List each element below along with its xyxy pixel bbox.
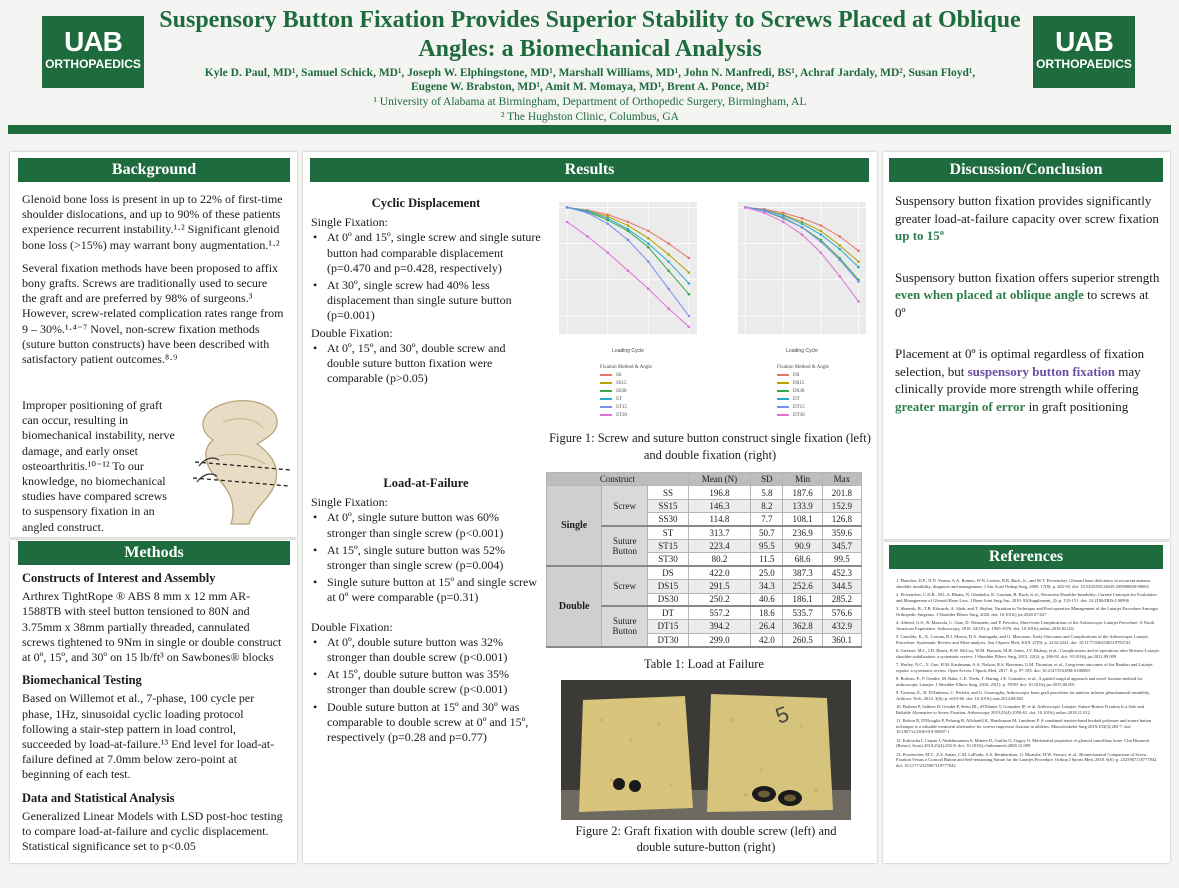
methods-subheading-3: Data and Statistical Analysis [22, 790, 175, 805]
table-cell: SS [648, 486, 688, 499]
logo-text: ORTHOPAEDICS [45, 57, 141, 71]
table-cell: 432.9 [822, 620, 861, 633]
scapula-illustration [183, 392, 293, 532]
methods-paragraph-3: Generalized Linear Models with LSD post-hoc testing to compare load-at-failure and cyclic displacement. Statistical significance set to p<0.05 [22, 808, 283, 854]
discussion-heading: Discussion/Conclusion [889, 158, 1163, 182]
reference-item: 10. Boileau P, Saliken D, Gendre P, Seeto BL, d'Ollonne T, Gonzalez JF, et al. Arthroscopic Latarjet: Suture-Button Fixation Is a Safe and Reliable Alternative to Screw Fixation. Arthroscopy 2019;35(4):1050-61. doi: 10.1016/j.arthro.2018.11.012 [896, 704, 1144, 715]
table-cell: 90.9 [783, 539, 822, 552]
list-item: • At 0º and 15º, single screw and single suture button had comparable displacement (p=0.470 and p=0.428, respectively) [311, 230, 541, 276]
cyclic-text [311, 196, 541, 388]
cyclic-single-list [311, 230, 541, 323]
legend-swatch [600, 406, 612, 408]
legend-item [600, 404, 652, 412]
table-cell: 360.1 [822, 633, 861, 646]
affiliation-2: ² The Hughston Clinic, Columbus, GA [501, 111, 679, 123]
legend-single [600, 364, 652, 420]
subgroup-label-cell: Suture Button [602, 606, 648, 646]
data-point [627, 224, 630, 227]
table-header-row [547, 473, 862, 486]
table-cell: 11.5 [751, 553, 783, 566]
reference-item: 11. Bolvin B, D'Elouglia P, Pelsang B, Allchatell K, Hutchinson M, Landreau P. A combined tension-band hooked polyester and suture button technique is a valuable treatment alternative for screws improvise fixation in athletes. Musculoskelet Surg 2019;103(3):283-7. doi: 10.1007/s12306-019-00587-1 [896, 718, 1152, 734]
legend-item [600, 412, 652, 420]
legend-item [600, 380, 652, 388]
table-cell: 8.2 [751, 499, 783, 512]
table-cell: 25.0 [751, 566, 783, 579]
table-cell: 387.3 [783, 566, 822, 579]
reference-item: 9. Taverna, E., R. D'Ambrosi, C. Perfetti, and G. Garavaglia, Arthroscopic bone graft procedure for anterior inferior glenohumeral instability. Arthrosc Tech, 2014. 3(6): p. e653-60. doi: 10.1016/j.eats.2014.08.002 [896, 690, 1151, 701]
data-point [627, 221, 630, 224]
highlight-span: even when placed at oblique angle [895, 287, 1084, 302]
reference-item: 12. Kaloucha I, Crapin J, Abdelmoumen S, Mittere D, Guillot G, Gagey O. Mechanical properties of glenoid cancellous bone. Clin Biomech (Bristol, Avon) 2010;25(4):292-8. doi: 10.1016/j.clinbiomech.2009.12.009 [896, 737, 1150, 748]
legend-swatch [777, 398, 789, 400]
uab-logo-right [1033, 16, 1135, 88]
table-header-cell: SD [751, 473, 783, 486]
data-point [627, 228, 630, 231]
cyclic-double-list [311, 341, 541, 387]
data-point [820, 224, 823, 227]
legend-label: ST [616, 397, 622, 402]
background-text [22, 192, 284, 375]
table-cell: 452.3 [822, 566, 861, 579]
discussion-text [895, 192, 1161, 423]
table-header-cell: Max [822, 473, 861, 486]
table-cell: 285.2 [822, 593, 861, 606]
table-cell: 80.2 [688, 553, 751, 566]
discussion-point-1 [895, 192, 1161, 245]
laf-double-label: Double Fixation: [311, 619, 393, 634]
table-cell: 345.7 [822, 539, 861, 552]
legend-swatch [600, 398, 612, 400]
data-point [820, 233, 823, 236]
legend-title: Fixation Method & Angle [777, 365, 829, 370]
table-cell: 299.0 [688, 633, 751, 646]
x-axis-label: Loading Cycle [612, 348, 644, 354]
table-cell: 133.9 [783, 499, 822, 512]
table-cell: 576.6 [822, 606, 861, 619]
legend-item [777, 380, 829, 388]
table-cell: 126.8 [822, 513, 861, 526]
legend-title: Fixation Method & Angle [600, 365, 652, 370]
data-point [801, 226, 804, 229]
methods-subheading-2: Biomechanical Testing [22, 673, 142, 688]
text-span: Placement at 0º is optimal regardless of fixation selection, but [895, 346, 1145, 379]
svg-text:5: 5 [772, 701, 793, 729]
group-label-cell: Double [547, 566, 602, 646]
table-cell: 26.4 [751, 620, 783, 633]
list-item: • At 0º, 15º, and 30º, double screw and double suture button fixation were comparable (p>0.05) [311, 341, 541, 387]
table-cell: 236.9 [783, 526, 822, 539]
text-span: may clinically provide more strength while offering [895, 363, 1141, 396]
data-point [606, 251, 609, 254]
data-point [688, 293, 691, 296]
table-cell: DS30 [648, 593, 688, 606]
legend-label: DT30 [793, 413, 805, 418]
legend-swatch [600, 374, 612, 376]
data-point [647, 246, 650, 249]
table-cell: 313.7 [688, 526, 751, 539]
graft-fixation-photo [561, 680, 851, 820]
background-paragraph-1: Glenoid bone loss is present in up to 22% of first-time shoulder dislocations, and up to 90% of these patients experience recurrent instability.¹·² Significant glenoid bone loss (>15%) may warrant bony augmentation.¹·² [22, 192, 283, 252]
data-point [667, 269, 670, 272]
cyclic-chart-single [541, 196, 701, 356]
table-cell: 291.5 [688, 580, 751, 593]
legend-swatch [777, 390, 789, 392]
legend-swatch [600, 382, 612, 384]
results-heading: Results [310, 158, 869, 182]
data-point [688, 325, 691, 328]
list-item: • At 15º, single suture button was 52% stronger than single screw (p=0.004) [311, 543, 541, 573]
cyclic-single-label: Single Fixation: [311, 215, 389, 230]
data-point [667, 307, 670, 310]
logo-text: ORTHOPAEDICS [1036, 57, 1132, 71]
list-item: • At 0º, double suture button was 32% stronger than double screw (p<0.001) [311, 635, 541, 665]
data-point [838, 244, 841, 247]
data-point [838, 259, 841, 262]
authors-line-1: Kyle D. Paul, MD¹, Samuel Schick, MD¹, Joseph W. Elphingstone, MD¹, Marshall Williams, MD¹, John N. Manfredi, BS¹, Achraf Jardaly, MD², Susan Floyd¹, [204, 67, 976, 79]
legend-item [600, 396, 652, 404]
table-cell: 34.3 [751, 580, 783, 593]
table-cell: 40.6 [751, 593, 783, 606]
data-point [627, 269, 630, 272]
data-point [838, 275, 841, 278]
table-cell: 99.5 [822, 553, 861, 566]
data-point [801, 222, 804, 225]
references-heading: References [889, 545, 1163, 569]
legend-swatch [600, 414, 612, 416]
table-cell: 359.6 [822, 526, 861, 539]
table-cell: DT [648, 606, 688, 619]
subgroup-label-cell: Suture Button [602, 526, 648, 566]
reference-item: 13. Provencher, M.T., Z.S. Aman, C.M. LaPrade, A.S. Bernhardson, G. Moatshe, H.W. Storaci, et al., Biomechanical Comparison of Screw Fixation Versus a Cortical Button and Self-tensioning Suture for the Latarjet Procedure. Orthop J Sports Med, 2018. 6(6): p. 2325967118777842. doi: 10.1177/2325967118777842 [896, 751, 1158, 768]
discussion-point-2 [895, 269, 1161, 322]
legend-item [777, 404, 829, 412]
reference-item: 5. Castaldo, K., K. Corona, B.J. Morris, D.A. Santagada, and G. Maccauro, Early Outcomes and Complications of the Arthroscopic Latarjet Procedure: Systematic Review and Meta-analysis. Am J Sports Med, 2019. 47(9): p. 2232-2241. doi: 10.1177/0363546518783743 [896, 634, 1148, 645]
legend-label: DS [793, 373, 800, 378]
legend-item [600, 372, 652, 380]
list-item: • At 30º, single screw had 40% less displacement than single suture button (p=0.001) [311, 278, 541, 324]
data-point [820, 230, 823, 233]
legend-item [600, 388, 652, 396]
methods-subheading-1: Constructs of Interest and Assembly [22, 571, 216, 585]
data-point [857, 280, 860, 283]
legend-label: SS15 [616, 381, 627, 386]
data-point [647, 287, 650, 290]
data-point [688, 282, 691, 285]
methods-paragraph-2: Based on Willemot et al., 7-phase, 100 cycle per phase, 1Hz, sinusoidal cyclic loading protocol following a stair-step pattern in load control, succeeded by load-at-failure.¹³ End level for load-at-failure defined at 7.0mm below zero-point at beginning of each test. [22, 691, 275, 782]
table-cell: DT30 [648, 633, 688, 646]
table-cell: DS15 [648, 580, 688, 593]
cyclic-chart-double [720, 196, 870, 356]
table-cell: 535.7 [783, 606, 822, 619]
reference-item: 1. Plancher, D.P., N.N. Verma, A.A. Romeo, W.N. Levine, B.R. Bach, Jr., and M.T. Provencher, Glenoid bone deficiency in recurrent anterior shoulder instability: diagnosis and management. J Am Acad Orthop Surg, 2009. 17(8): p. 482-93. doi: 10.5435/00124635-200908000-00002 [896, 578, 1151, 589]
data-point [566, 221, 569, 224]
header-divider [8, 125, 1171, 134]
table-header-cell: Mean (N) [688, 473, 751, 486]
table-cell: 68.6 [783, 553, 822, 566]
data-point [744, 206, 747, 209]
table-cell: 146.3 [688, 499, 751, 512]
reference-item: 6. Griesser, M.J., J.D. Harris, B.W. McCoy, W.M. Hussain, M.H. Jones, J.Y. Bishop, et al., Complications and re-operations after Bristow-Latarjet shoulder stabilization: a systematic review. J Shoulder Elbow Surg, 2013. 22(2): p. 286-92. doi: 10.1016/j.jse.2012.09.009 [896, 648, 1159, 659]
cyclic-title: Cyclic Displacement [371, 196, 481, 210]
data-point [820, 251, 823, 254]
legend-label: SS30 [616, 389, 627, 394]
methods-paragraph-1: Arthrex TightRope ® ABS 8 mm x 12 mm AR-1588TB with steel button tensioned to 80N and 3.75mm x 38mm partially threaded, cannulated screws tightened to 9Nm in single or double construct at 0º, 15º, and 30º on 15 lb/ft³ on Sawbones® blocks [22, 589, 282, 665]
methods-text [22, 569, 284, 862]
table-cell: 152.9 [822, 499, 861, 512]
legend-label: ST30 [616, 413, 627, 418]
table-cell: 18.6 [751, 606, 783, 619]
laf-text [311, 476, 541, 747]
data-point [667, 253, 670, 256]
table-row [547, 486, 862, 499]
methods-heading: Methods [18, 541, 290, 565]
table-cell: SS30 [648, 513, 688, 526]
discussion-point-3 [895, 345, 1161, 415]
legend-item [777, 412, 829, 420]
data-point [647, 260, 650, 263]
legend-label: DS15 [793, 381, 805, 386]
table-header-cell: Construct [547, 473, 689, 486]
table-cell: 42.0 [751, 633, 783, 646]
list-item: • Single suture button at 15º and single screw at 0º were comparable (p=0.31) [311, 575, 541, 605]
data-point [586, 212, 589, 215]
table-cell: 5.8 [751, 486, 783, 499]
legend-label: ST15 [616, 405, 627, 410]
authors [150, 66, 1030, 94]
group-label-cell: Single [547, 486, 602, 566]
legend-swatch [600, 390, 612, 392]
data-point [838, 235, 841, 238]
data-point [627, 239, 630, 242]
table-cell: 108.1 [783, 513, 822, 526]
data-point [857, 260, 860, 263]
data-point [566, 206, 569, 209]
affiliation-1: ¹ University of Alabama at Birmingham, Department of Orthopedic Surgery, Birmingham, AL [373, 96, 807, 108]
text-span: in graft positioning [1025, 398, 1129, 414]
table-cell: 422.0 [688, 566, 751, 579]
text-span: Suspensory button fixation offers superior strength [895, 269, 1160, 285]
list-item: • At 15º, double suture button was 35% stronger than double screw (p<0.001) [311, 667, 541, 697]
laf-single-label: Single Fixation: [311, 495, 389, 510]
table-cell: 50.7 [751, 526, 783, 539]
text-span: Suspensory button fixation provides significantly greater load-at-failure capacity over screw fixation [895, 193, 1159, 226]
data-point [801, 217, 804, 220]
laf-double-list [311, 635, 541, 745]
background-heading: Background [18, 158, 290, 182]
legend-item [777, 372, 829, 380]
laf-single-list [311, 510, 541, 605]
load-at-failure-table [546, 472, 862, 648]
data-point [857, 300, 860, 303]
subgroup-label-cell: Screw [602, 566, 648, 606]
data-point [647, 237, 650, 240]
table-cell: DT15 [648, 620, 688, 633]
data-point [647, 230, 650, 233]
highlight-span: greater margin of error [895, 398, 1026, 414]
data-point [688, 271, 691, 274]
poster-title: Suspensory Button Fixation Provides Superior Stability to Screws Placed at Oblique Angles: a Biomechanical Analysis [159, 7, 1021, 62]
data-point [782, 221, 785, 224]
reference-item: 2. Provencher, C.D.R., M.L.S. Bhatia, N. Ghodadra, R. Gruman, B. Bach, et al., Recurrent Shoulder Instability: Current Concepts for Evaluation and Management of Glenoid Bone Loss. J Bone Joint Surg Am, 2010. 92(Supplement_2): p. 133-151. doi: 10.2106/JBJS.J.00906 [896, 592, 1157, 603]
background-paragraph-2: Several fixation methods have been proposed to affix bony grafts. Screws are traditionally used to secure the graft and are preferred by 98% of surgeons.³ However, screw-related complication rates range from 9 – 30%.¹·⁴⁻⁷ Novel, non-screw fixation methods (suture button constructs) have been described with satisfactory patient outcomes.⁸·⁹ [22, 260, 284, 367]
legend-label: DT [793, 397, 800, 402]
figure-2-caption: Figure 2: Graft fixation with double screw (left) and double suture-button (right) [575, 824, 837, 854]
table-cell: 362.8 [783, 620, 822, 633]
legend-item [777, 396, 829, 404]
table-cell: 394.2 [688, 620, 751, 633]
legend-double [777, 364, 829, 420]
table-cell: 201.8 [822, 486, 861, 499]
table-cell: 114.8 [688, 513, 751, 526]
legend-swatch [777, 374, 789, 376]
highlight-span: suspensory button fixation [967, 363, 1115, 379]
table-cell: 344.5 [822, 580, 861, 593]
table-cell: ST30 [648, 553, 688, 566]
laf-title: Load-at-Failure [383, 476, 469, 490]
data-point [857, 266, 860, 269]
data-point [782, 216, 785, 219]
table-cell: ST [648, 526, 688, 539]
reference-item: 8. Boileau, P., P. Gendre, M. Baba, C.E. Thelu, T. Baring, J.E. Gonzalez, et al., A guided surgical approach and novel fixation method for arthroscopic Latarjet. J Shoulder Elbow Surg, 2016. 25(1): p. 78-89. doi: 10.1016/j.jse.2015.06.001 [896, 676, 1143, 687]
table-cell: 187.6 [783, 486, 822, 499]
legend-label: DT15 [793, 405, 805, 410]
data-point [820, 240, 823, 243]
subgroup-label-cell: Screw [602, 486, 648, 526]
cyclic-double-label: Double Fixation: [311, 325, 393, 340]
reference-item: 4. Atlered, G.S., R. Mazzola, C. Gatz, D. Wainstein, and P. Favorito, Short-term Complications of the Arthroscopic Latarjet Procedure: A North American Experience. Arthroscopy, 2016. 32(10): p. 1965-1970. doi: 10.1016/j.arthro.2016.02.022 [896, 620, 1155, 631]
legend-label: SS [616, 373, 622, 378]
list-item: • At 0º, single suture button was 60% stronger than single screw (p<0.001) [311, 510, 541, 540]
text-span: to screws at 0º [895, 287, 1149, 320]
list-item: • Double suture button at 15º and 30º was comparable to double screw at 0º and 15º, respectively (p=0.28 and p=0.77) [311, 700, 541, 746]
table-header-cell: Min [783, 473, 822, 486]
table-cell: 196.8 [688, 486, 751, 499]
table-cell: 95.5 [751, 539, 783, 552]
figure-1-caption: Figure 1: Screw and suture button construct single fixation (left) and double fixation (right) [549, 431, 871, 462]
table-1-caption: Table 1: Load at Failure [644, 657, 764, 671]
logo-mark: UAB [1055, 26, 1113, 57]
data-point [606, 217, 609, 220]
background-paragraph-3: Improper positioning of graft can occur, resulting in biomechanical instability, nerve damage, and early onset osteoarthritis.¹⁰⁻¹² To our knowledge, no biomechanical studies have compared screws to suspensory fixation in an angled construct. [22, 398, 175, 534]
highlight-span: up to 15º [895, 228, 945, 243]
legend-item [777, 388, 829, 396]
reference-item: 7. Hurley, N.C., Y. Guo, H.M. Kaufmann, A.A. Nelson, R.S. Boorman, G.M. Thornton, et al., Long-term outcomes of the Bankart and Latarjet repairs: a systematic review. Open Access J Sports Med, 2017. 8: p. 97-105. doi: 10.2147/OAJSM.S106983 [896, 662, 1153, 673]
authors-line-2: Eugene W. Brabston, MD¹, Amit M. Momaya, MD¹, Brent A. Ponce, MD² [411, 81, 769, 93]
logo-mark: UAB [64, 26, 122, 57]
data-point [667, 242, 670, 245]
legend-label: DS30 [793, 389, 805, 394]
table-cell: ST15 [648, 539, 688, 552]
table-cell: 557.2 [688, 606, 751, 619]
table-cell: SS15 [648, 499, 688, 512]
table-cell: 223.4 [688, 539, 751, 552]
references-list [896, 578, 1160, 771]
table-cell: 186.1 [783, 593, 822, 606]
data-point [688, 257, 691, 260]
table-cell: 250.2 [688, 593, 751, 606]
data-point [801, 233, 804, 236]
data-point [838, 248, 841, 251]
legend-swatch [777, 406, 789, 408]
table-cell: DS [648, 566, 688, 579]
table-cell: 7.7 [751, 513, 783, 526]
table-row [547, 566, 862, 579]
table-cell: 260.5 [783, 633, 822, 646]
data-point [857, 250, 860, 253]
data-point [763, 212, 766, 215]
legend-swatch [777, 414, 789, 416]
uab-logo-left [42, 16, 144, 88]
legend-swatch [777, 382, 789, 384]
data-point [667, 260, 670, 263]
reference-item: 3. Shanesh, B., T.B. Edwards, A. Shah, and T. Shybut, Variation in Technique and Post-operative Management of the Latarjet Procedure Amongst Orthopedic Surgeons. J Shoulder Elbow Surg, 2020. doi: 10.1016/j.jse.2020.07.027 [896, 606, 1159, 617]
data-point [667, 287, 670, 290]
table-cell: 252.6 [783, 580, 822, 593]
data-point [586, 235, 589, 238]
x-axis-label: Loading Cycle [786, 348, 818, 354]
data-point [606, 222, 609, 225]
data-point [647, 242, 650, 245]
data-point [688, 315, 691, 318]
